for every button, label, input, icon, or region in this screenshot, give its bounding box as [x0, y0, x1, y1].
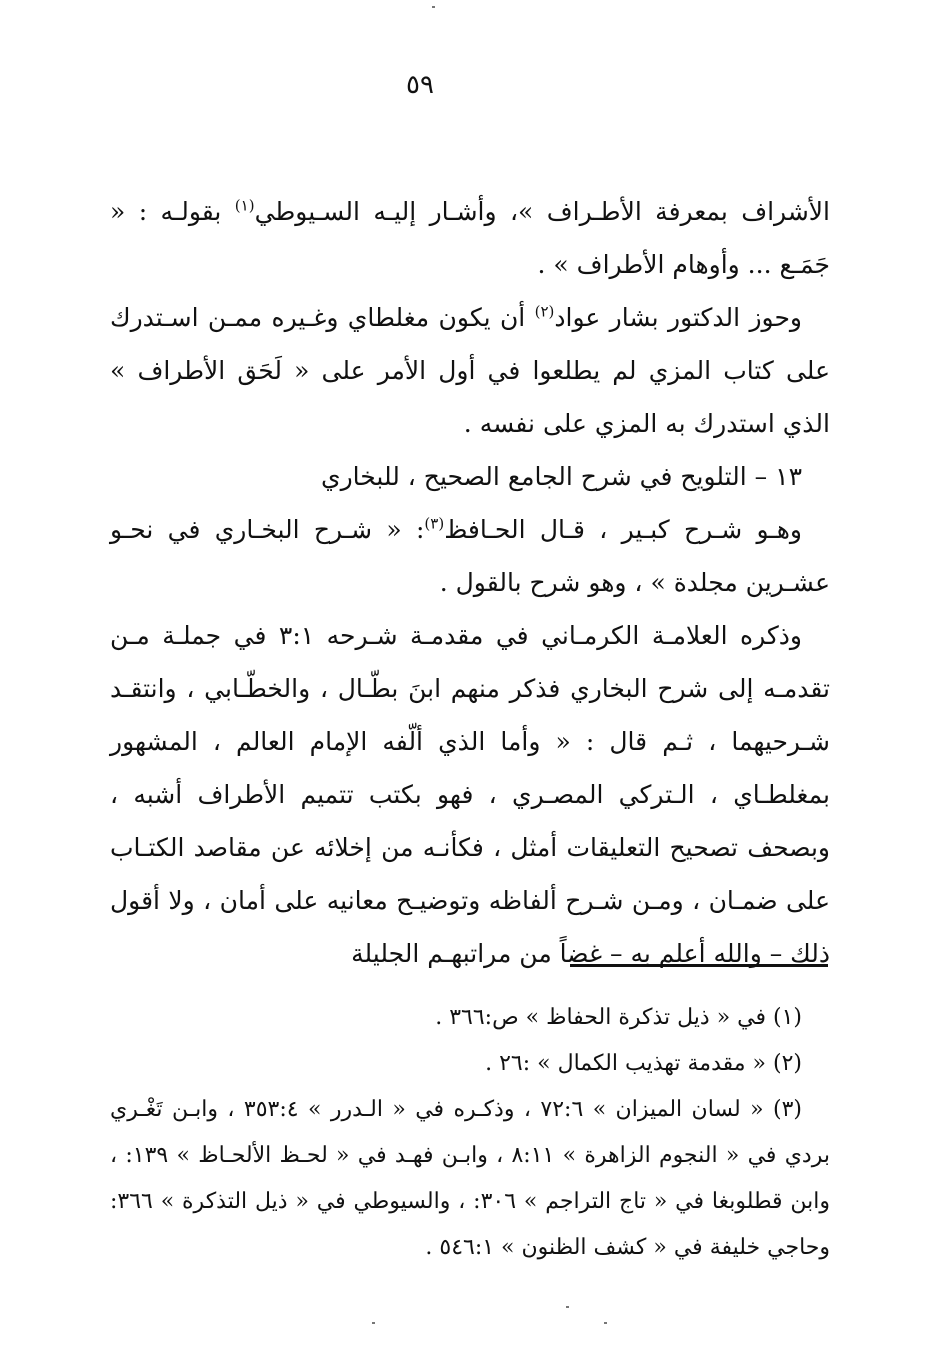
- footnote-ref-3: (٣): [424, 514, 445, 533]
- scan-speck: [432, 6, 435, 8]
- footnote-3: (٣) « لسان الميزان » ٧٢:٦ ، وذكـره في « الـدرر » ٣٥٣:٤ ، وابـن تَغْـري بردي في « النجوم الزاهرة » ٨:١١ ، وابـن فهـد في « لحـظ الألحـاظ » ١٣٩: ، وابن قطلوبغا في « تاج التراجم » ٣٠٦: ، والسيوطي في « ذيل التذكرة » ٣٦٦: وحاجي خليفة في « كشف الظنون » ٥٤٦:١ .: [110, 1097, 830, 1260]
- paragraph-2-text-cont: أن يكون مغلطاي وغـيره ممـن اسـتدرك على كتاب المزي لم يطلعوا في أول الأمر على « لَحَق الأطراف » الذي استدرك به المزي على نفسه .: [110, 303, 830, 438]
- paragraph-4: وذكره العلامـة الكرمـاني في مقدمـة شـرحه ٣:١ في جملـة مـن تقدمـه إلى شرح البخاري فذكر منهم ابنَ بطّـال ، والخطّـابي ، وانتقـد شـرحيهما ، ثـم قال : « وأما الذي ألّفه الإمام العالم ، المشهور بمغلطـاي ، الـتركي المصـري ، فهو بكتب تتميم الأطراف أشبه ، وبصحف تصحيح التعليقات أمثل ، فكأنـه من إخلائه عن مقاصد الكتـاب على ضمـان ، ومـن شـرح ألفاظه وتوضيـح معانيه على أمان ، ولا أقول ذلك – والله أعلم به – غضاً من مراتبهـم الجليلة: [110, 621, 830, 968]
- main-text: [110, 185, 830, 980]
- footnote-ref-1: (١): [234, 196, 255, 215]
- paragraph-1-text: الأشراف بمعرفة الأطـراف »، وأشـار إليـه السـيوطي: [254, 197, 830, 226]
- paragraph-1: [110, 185, 830, 291]
- section-heading-13: ١٣ – التلويح في شرح الجامع الصحيح ، للبخاري: [321, 462, 802, 491]
- paragraph-3: [110, 503, 830, 609]
- paragraph-1-text-cont: بقولـه : « جَمَـع ... وأوهام الأطراف » .: [110, 197, 830, 279]
- scan-speck: [604, 1322, 607, 1324]
- paragraph-3-text-cont: : « شـرح البخـاري في نحـو عشـرين مجلدة » ، وهو شرح بالقول .: [110, 515, 830, 597]
- page-number: ٥٩: [406, 70, 434, 100]
- footnote-1: (١) في « ذيل تذكرة الحفاظ » ص:٣٦٦ .: [435, 1005, 802, 1030]
- scan-speck: [372, 1322, 375, 1324]
- paragraph-3-text: وهـو شـرح كبـير ، قـال الحـافظ: [444, 515, 802, 544]
- footnote-ref-2: (٢): [534, 302, 555, 321]
- footnote-separator: [570, 964, 828, 967]
- paragraph-2-text: وحوز الدكتور بشار عواد: [554, 303, 802, 332]
- footnote-2: (٢) « مقدمة تهذيب الكمال » :٢٦ .: [485, 1051, 802, 1076]
- scan-speck: [566, 1306, 569, 1308]
- paragraph-2: [110, 291, 830, 450]
- footnotes: [110, 995, 830, 1271]
